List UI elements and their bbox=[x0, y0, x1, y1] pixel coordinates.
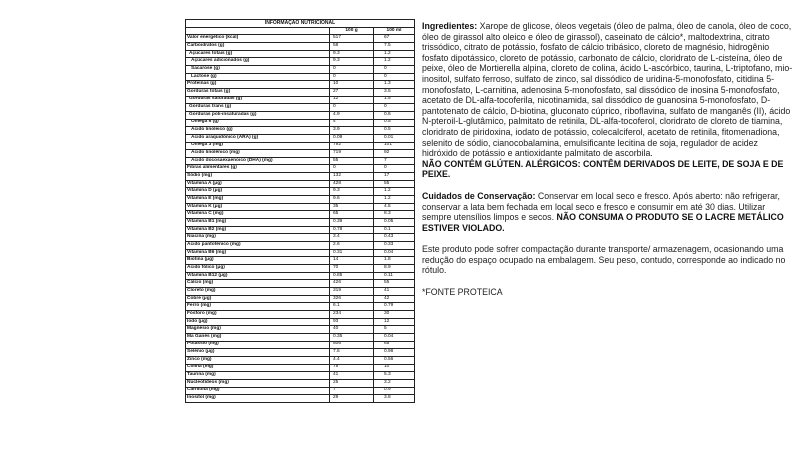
table-row bbox=[186, 318, 415, 326]
value-100ml: 0.6 bbox=[374, 111, 415, 119]
value-100g: 792 bbox=[330, 142, 374, 150]
value-100ml: 5.3 bbox=[374, 372, 415, 380]
value-100g: 0 bbox=[330, 73, 374, 81]
value-100ml: 0 bbox=[374, 165, 415, 173]
value-100g: 12 bbox=[330, 96, 374, 104]
value-100g: 27 bbox=[330, 88, 374, 96]
value-100ml: 0 bbox=[374, 104, 415, 112]
care-paragraph bbox=[422, 191, 794, 233]
value-100g: 4.4 bbox=[330, 356, 374, 364]
table-row bbox=[186, 310, 415, 318]
value-100g: 234 bbox=[330, 310, 374, 318]
table-row bbox=[186, 196, 415, 204]
value-100g: 0.39 bbox=[330, 219, 374, 227]
nutrient-label: Magnésio (mg) bbox=[186, 326, 330, 334]
nutrient-label: Açúcares totais (g) bbox=[186, 50, 330, 58]
nutrient-label: Ácido linolênico (mg) bbox=[186, 150, 330, 158]
table-row bbox=[186, 104, 415, 112]
value-100ml: 0 bbox=[374, 65, 415, 73]
value-100ml: 3.8 bbox=[374, 395, 415, 403]
table-row bbox=[186, 379, 415, 387]
table-row bbox=[186, 249, 415, 257]
table-row bbox=[186, 395, 415, 403]
value-100ml: 92 bbox=[374, 150, 415, 158]
value-100ml: 0.11 bbox=[374, 272, 415, 280]
value-100g: 25 bbox=[330, 379, 374, 387]
product-info-column bbox=[422, 21, 794, 298]
nutrient-label: Carnitina (mg) bbox=[186, 387, 330, 395]
value-100g: 0.31 bbox=[330, 249, 374, 257]
value-100ml: 4.5 bbox=[374, 203, 415, 211]
nutrient-label: Carboidratos (g) bbox=[186, 42, 330, 50]
nutrient-label: Vitamina E (mg) bbox=[186, 196, 330, 204]
nutrition-table bbox=[185, 19, 415, 403]
value-100g: 6.1 bbox=[330, 303, 374, 311]
header-blank-cell bbox=[186, 27, 330, 35]
value-100g: 40 bbox=[330, 326, 374, 334]
value-100ml: 7.5 bbox=[374, 42, 415, 50]
nutrient-label: Ácido araquidônico (ARA) (g) bbox=[186, 134, 330, 142]
table-row bbox=[186, 73, 415, 81]
nutrient-label: Selênio (μg) bbox=[186, 349, 330, 357]
nutrition-rows bbox=[186, 35, 415, 403]
value-100g: 0 bbox=[330, 65, 374, 73]
value-100g: 9.3 bbox=[330, 50, 374, 58]
value-100ml: 1.2 bbox=[374, 58, 415, 66]
value-100g: 78 bbox=[330, 364, 374, 372]
value-100ml: 1.5 bbox=[374, 96, 415, 104]
value-100ml: 0.05 bbox=[374, 219, 415, 227]
value-100ml: 1.3 bbox=[374, 81, 415, 89]
table-row bbox=[186, 150, 415, 158]
table-row bbox=[186, 226, 415, 234]
value-100ml: 10 bbox=[374, 364, 415, 372]
value-100g: 65 bbox=[330, 211, 374, 219]
table-row bbox=[186, 165, 415, 173]
nutrient-label: Gorduras saturadas (g) bbox=[186, 96, 330, 104]
value-100g: 29 bbox=[330, 395, 374, 403]
compaction-note: Este produto pode sofrer compactação durante transporte/ armazenagem, ocasionando uma redução do espaço ocupado na embalagem. Seu peso, contudo, corresponde ao indicado no rótulo. bbox=[422, 244, 786, 276]
ingredients-text: Xarope de glicose, óleos vegetais (óleo de palma, óleo de canola, óleo de coco, óleo de girassol alto oleico e óleo de girassol), caseinato de cálcio*, maltodextrina, citrato trissódico, citrato de potássio, fosfato de cálcio tribásico, cloreto de magnésio, hidrogênio fosfato dipotássico, cloreto de potássio, carbonato de cálcio, cloridrato de L-cisteína, óleo de peixe, óleo de Mortierella alpina, cloreto de colina, ácido L-ascórbico, taurina, L-triptofano, mio-inositol, sulfato ferroso, sulfato de zinco, sal dissódico de uridina-5-monofosfato, citidina 5-monofosfato, L-carnitina, adenosina 5-monofosfato, sal dissódico de inosina 5-monofosfato, acetato de DL-alfa-tocoferila, nicotinamida, sal dissódico de guanosina 5-monofosfato, D-pantotenato de cálcio, D-biotina, gluconato cúprico, riboflavina, sulfato de manganês (II), ácido N-pteroil-L-glutâmico, palmitato de retinila, DL-alfa-tocoferol, cloridrato de cloreto de tiamina, cloridrato de piridoxina, iodato de potássio, colecalciferol, acetato de retinila, fitomenadiona, selenito de sódio, cianocobalamina, emulsificante lecitina de soja, regulador de acidez hidróxido de potássio e antioxidante palmitato de ascorbila. bbox=[422, 21, 793, 159]
nutrient-label: Nucleotídeos (mg) bbox=[186, 379, 330, 387]
value-100ml: 0.56 bbox=[374, 356, 415, 364]
nutrient-label: Vitamina A (μg) bbox=[186, 180, 330, 188]
value-100g: 3.4 bbox=[330, 234, 374, 242]
table-row bbox=[186, 65, 415, 73]
nutrient-label: Biotina (μg) bbox=[186, 257, 330, 265]
value-100ml: 1.2 bbox=[374, 188, 415, 196]
nutrient-label: Ômega 6 (g) bbox=[186, 119, 330, 127]
table-row bbox=[186, 234, 415, 242]
nutrient-label: Valor energético (kcal) bbox=[186, 35, 330, 43]
value-100g: 14 bbox=[330, 257, 374, 265]
value-100g: 719 bbox=[330, 150, 374, 158]
value-100ml: 1.2 bbox=[374, 196, 415, 204]
nutrient-label: Vitamina B1 (mg) bbox=[186, 219, 330, 227]
value-100g: 428 bbox=[330, 180, 374, 188]
value-100ml: 42 bbox=[374, 295, 415, 303]
value-100ml: 0 bbox=[374, 73, 415, 81]
value-100g: 0.35 bbox=[330, 333, 374, 341]
table-row bbox=[186, 142, 415, 150]
value-100ml: 8.9 bbox=[374, 265, 415, 273]
nutrient-label: Vitamina B6 (mg) bbox=[186, 249, 330, 257]
nutrient-label: Gorduras trans (g) bbox=[186, 104, 330, 112]
nutrient-label: Gorduras poli-insaturadas (g) bbox=[186, 111, 330, 119]
value-100g: 319 bbox=[330, 287, 374, 295]
value-100ml: 41 bbox=[374, 287, 415, 295]
value-100ml: 55 bbox=[374, 280, 415, 288]
nutrient-label: Ácido fólico (μg) bbox=[186, 265, 330, 273]
table-row bbox=[186, 96, 415, 104]
value-100ml: 12 bbox=[374, 318, 415, 326]
table-row bbox=[186, 326, 415, 334]
nutrient-label: Ma Ganês (mg) bbox=[186, 333, 330, 341]
value-100g: 7.6 bbox=[330, 349, 374, 357]
value-100g: 7 bbox=[330, 387, 374, 395]
table-row bbox=[186, 333, 415, 341]
value-100g: 0.78 bbox=[330, 226, 374, 234]
nutrient-label: Colina (mg) bbox=[186, 364, 330, 372]
table-row bbox=[186, 265, 415, 273]
value-100ml: 5 bbox=[374, 326, 415, 334]
value-100g: 517 bbox=[330, 35, 374, 43]
nutrient-label: Cobre (μg) bbox=[186, 295, 330, 303]
header-100ml: 100 ml bbox=[374, 27, 415, 35]
value-100ml: 0.5 bbox=[374, 119, 415, 127]
value-100g: 3.9 bbox=[330, 127, 374, 135]
value-100ml: 55 bbox=[374, 180, 415, 188]
table-row bbox=[186, 157, 415, 165]
table-title: INFORMAÇÃO NUTRICIONAL bbox=[186, 20, 415, 28]
table-header-row bbox=[186, 27, 415, 35]
value-100ml: 0.01 bbox=[374, 134, 415, 142]
header-100g: 100 g bbox=[330, 27, 374, 35]
value-100g: 0 bbox=[330, 165, 374, 173]
table-row bbox=[186, 287, 415, 295]
value-100g: 0.85 bbox=[330, 272, 374, 280]
nutrient-label: Sódio (mg) bbox=[186, 173, 330, 181]
table-row bbox=[186, 219, 415, 227]
value-100ml: 8.3 bbox=[374, 211, 415, 219]
value-100ml: 0.04 bbox=[374, 333, 415, 341]
nutrient-label: Cálcio (mg) bbox=[186, 280, 330, 288]
nutrient-label: Açúcares adicionados (g) bbox=[186, 58, 330, 66]
value-100ml: 7 bbox=[374, 157, 415, 165]
nutrient-label: Vitamina B2 (mg) bbox=[186, 226, 330, 234]
nutrient-label: Potássio (mg) bbox=[186, 341, 330, 349]
value-100g: 506 bbox=[330, 341, 374, 349]
table-row bbox=[186, 81, 415, 89]
value-100ml: 0.9 bbox=[374, 387, 415, 395]
table-row bbox=[186, 35, 415, 43]
care-warning: NÃO CONSUMA O PRODUTO SE O LACRE METÁLICO ESTIVER VIOLADO. bbox=[422, 212, 784, 233]
table-row bbox=[186, 242, 415, 250]
nutrient-label: Vitamina B12 (μg) bbox=[186, 272, 330, 280]
value-100g: 0.09 bbox=[330, 134, 374, 142]
nutrient-label: Sacarose (g) bbox=[186, 65, 330, 73]
value-100g: 10 bbox=[330, 81, 374, 89]
table-row bbox=[186, 119, 415, 127]
value-100g: 70 bbox=[330, 265, 374, 273]
value-100g: 4 bbox=[330, 119, 374, 127]
table-row bbox=[186, 88, 415, 96]
value-100ml: 3.5 bbox=[374, 88, 415, 96]
value-100ml: 0.79 bbox=[374, 303, 415, 311]
ingredients-heading: Ingredientes: bbox=[422, 21, 478, 31]
value-100ml: 101 bbox=[374, 142, 415, 150]
value-100ml: 1.2 bbox=[374, 50, 415, 58]
value-100g: 9.3 bbox=[330, 188, 374, 196]
nutrient-label: Vitamina D (μg) bbox=[186, 188, 330, 196]
nutrient-label: Fósforo (mg) bbox=[186, 310, 330, 318]
table-row bbox=[186, 127, 415, 135]
value-100ml: 0.43 bbox=[374, 234, 415, 242]
value-100ml: 0.33 bbox=[374, 242, 415, 250]
table-row bbox=[186, 364, 415, 372]
table-title-row bbox=[186, 20, 415, 28]
value-100ml: 1.8 bbox=[374, 257, 415, 265]
value-100g: 0 bbox=[330, 104, 374, 112]
table-row bbox=[186, 257, 415, 265]
table-row bbox=[186, 173, 415, 181]
value-100ml: 67 bbox=[374, 35, 415, 43]
nutrient-label: Taurina (mg) bbox=[186, 372, 330, 380]
table-row bbox=[186, 387, 415, 395]
value-100ml: 0.04 bbox=[374, 249, 415, 257]
table-row bbox=[186, 58, 415, 66]
value-100g: 35 bbox=[330, 203, 374, 211]
table-row bbox=[186, 280, 415, 288]
table-row bbox=[186, 303, 415, 311]
value-100ml: 17 bbox=[374, 173, 415, 181]
value-100g: 132 bbox=[330, 173, 374, 181]
nutrient-label: Inositol (mg) bbox=[186, 395, 330, 403]
nutrient-label: Proteínas (g) bbox=[186, 81, 330, 89]
value-100ml: 3.2 bbox=[374, 379, 415, 387]
table-row bbox=[186, 211, 415, 219]
table-row bbox=[186, 349, 415, 357]
value-100ml: 30 bbox=[374, 310, 415, 318]
value-100g: 41 bbox=[330, 372, 374, 380]
table-row bbox=[186, 42, 415, 50]
value-100ml: 0.98 bbox=[374, 349, 415, 357]
nutrient-label: Zinco (mg) bbox=[186, 356, 330, 364]
value-100ml: 0.1 bbox=[374, 226, 415, 234]
nutrient-label: Lactose (g) bbox=[186, 73, 330, 81]
table-row bbox=[186, 180, 415, 188]
value-100g: 2.6 bbox=[330, 242, 374, 250]
protein-source-footnote: *FONTE PROTEICA bbox=[422, 287, 503, 298]
value-100g: 9.6 bbox=[330, 196, 374, 204]
care-text: Conservar em local seco e fresco. Após aberto: não refrigerar, conservar a lata bem fechada em local seco e fresco e consumir em até 30 dias. Utilizar sempre utensílios limpos e secos. bbox=[422, 190, 780, 223]
nutrient-label: Ômega 3 (mg) bbox=[186, 142, 330, 150]
nutrient-label: Cloreto (mg) bbox=[186, 287, 330, 295]
table-row bbox=[186, 111, 415, 119]
nutrient-label: Ferro (mg) bbox=[186, 303, 330, 311]
table-row bbox=[186, 188, 415, 196]
nutrient-label: Ácido pantotênico (mg) bbox=[186, 242, 330, 250]
nutrient-label: Ácido docosaexaenoico (DHA) (mg) bbox=[186, 157, 330, 165]
nutrient-label: Fibras alimentares (g) bbox=[186, 165, 330, 173]
value-100g: 426 bbox=[330, 280, 374, 288]
table-row bbox=[186, 295, 415, 303]
care-heading: Cuidados de Conservação: bbox=[422, 190, 536, 201]
ingredients-paragraph bbox=[422, 21, 794, 159]
table-row bbox=[186, 272, 415, 280]
value-100g: 93 bbox=[330, 318, 374, 326]
value-100ml: 65 bbox=[374, 341, 415, 349]
value-100g: 9.3 bbox=[330, 58, 374, 66]
nutrient-label: Niacina (mg) bbox=[186, 234, 330, 242]
value-100g: 326 bbox=[330, 295, 374, 303]
nutrient-label: Gorduras totais (g) bbox=[186, 88, 330, 96]
table-row bbox=[186, 341, 415, 349]
nutrient-label: Iodo (μg) bbox=[186, 318, 330, 326]
nutrient-label: Vitamina C (mg) bbox=[186, 211, 330, 219]
table-row bbox=[186, 203, 415, 211]
allergen-warning-text: NÃO CONTÉM GLÚTEN. ALÉRGICOS: CONTÊM DERIVADOS DE LEITE, DE SOJA E DE PEIXE. bbox=[422, 158, 784, 180]
value-100g: 58 bbox=[330, 42, 374, 50]
nutrient-label: Vitamina K (μg) bbox=[186, 203, 330, 211]
value-100ml: 0.5 bbox=[374, 127, 415, 135]
table-row bbox=[186, 372, 415, 380]
table-row bbox=[186, 134, 415, 142]
table-row bbox=[186, 356, 415, 364]
allergen-warning bbox=[422, 159, 794, 180]
value-100g: 4.9 bbox=[330, 111, 374, 119]
value-100g: 55 bbox=[330, 157, 374, 165]
table-row bbox=[186, 50, 415, 58]
nutrient-label: Ácido linoleico (g) bbox=[186, 127, 330, 135]
